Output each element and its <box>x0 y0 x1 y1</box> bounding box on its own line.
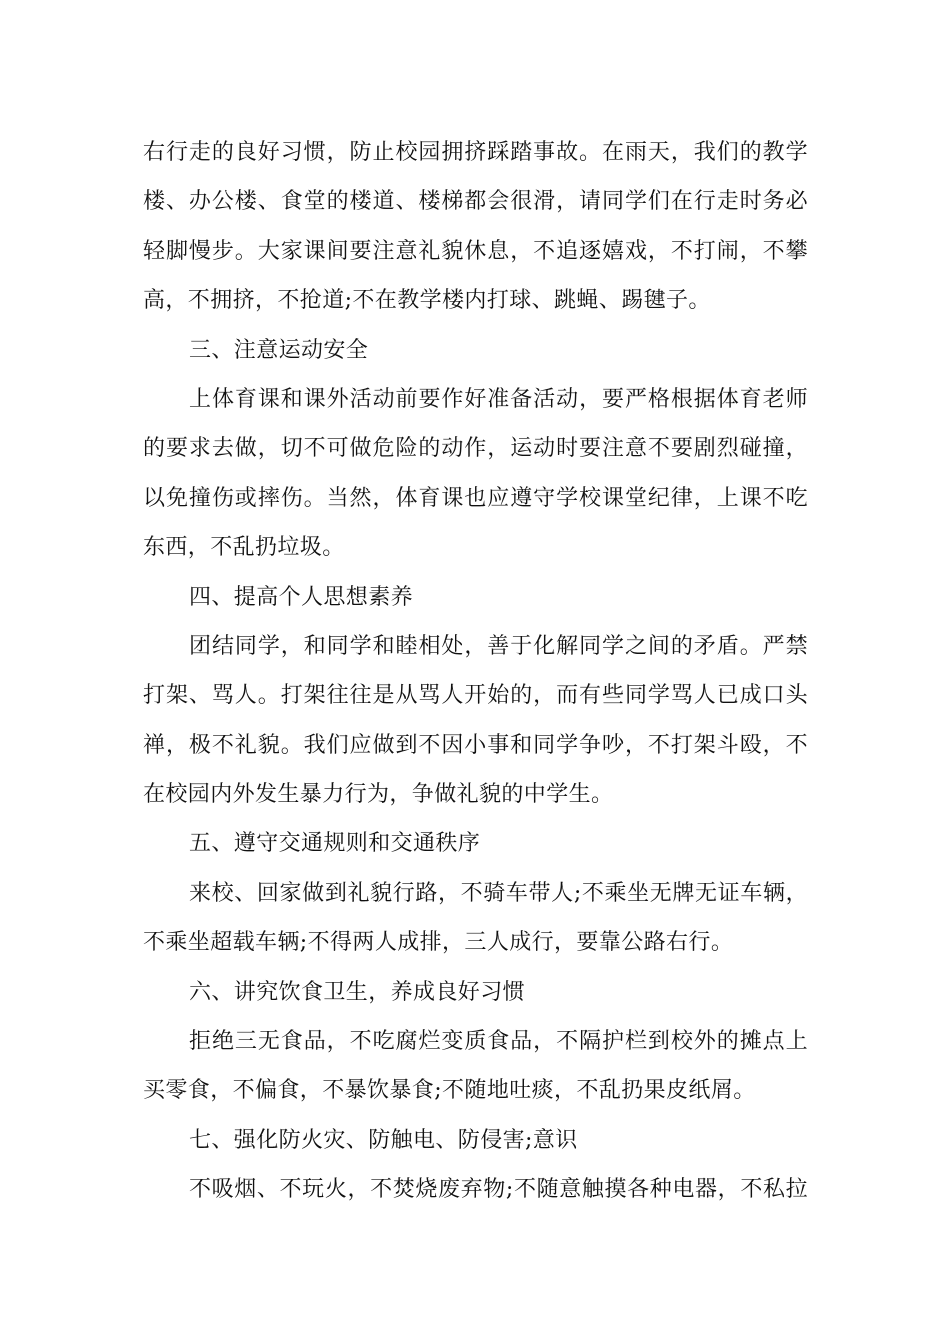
body-line: 上体育课和课外活动前要作好准备活动，要严格根据体育老师 <box>189 386 808 412</box>
section-heading: 四、提高个人思想素养 <box>189 584 414 610</box>
body-line: 团结同学，和同学和睦相处，善于化解同学之间的矛盾。严禁 <box>189 633 808 659</box>
body-line: 买零食，不偏食，不暴饮暴食;不随地吐痰，不乱扔果皮纸屑。 <box>143 1078 756 1104</box>
body-line: 不吸烟、不玩火，不焚烧废弃物;不随意触摸各种电器，不私拉 <box>189 1177 808 1203</box>
body-line: 轻脚慢步。大家课间要注意礼貌休息，不追逐嬉戏，不打闹，不攀 <box>143 238 808 264</box>
body-line: 的要求去做，切不可做危险的动作，运动时要注意不要剧烈碰撞， <box>143 436 808 462</box>
body-line: 禅，极不礼貌。我们应做到不因小事和同学争吵，不打架斗殴，不 <box>143 732 808 758</box>
body-line: 楼、办公楼、食堂的楼道、楼梯都会很滑，请同学们在行走时务必 <box>143 189 808 215</box>
body-line: 东西，不乱扔垃圾。 <box>143 535 345 561</box>
body-line: 右行走的良好习惯，防止校园拥挤踩踏事故。在雨天，我们的教学 <box>143 140 808 165</box>
section-heading: 六、讲究饮食卫生，养成良好习惯 <box>189 979 526 1005</box>
body-line: 来校、回家做到礼貌行路，不骑车带人;不乘坐无牌无证车辆， <box>189 880 808 906</box>
section-heading: 三、注意运动安全 <box>189 337 369 363</box>
document-body <box>143 128 808 1215</box>
section-heading: 七、强化防火灾、防触电、防侵害;意识 <box>189 1127 578 1153</box>
body-line: 拒绝三无食品，不吃腐烂变质食品，不隔护栏到校外的摊点上 <box>189 1029 808 1055</box>
body-line: 在校园内外发生暴力行为，争做礼貌的中学生。 <box>143 782 614 808</box>
body-line: 打架、骂人。打架往往是从骂人开始的，而有些同学骂人已成口头 <box>143 683 808 709</box>
section-heading: 五、遵守交通规则和交通秩序 <box>189 831 481 857</box>
body-line: 不乘坐超载车辆;不得两人成排，三人成行，要靠公路右行。 <box>143 930 734 956</box>
body-line: 高，不拥挤，不抢道;不在教学楼内打球、跳蝇、踢毽子。 <box>143 288 711 314</box>
body-line: 以免撞伤或摔伤。当然，体育课也应遵守学校课堂纪律，上课不吃 <box>143 485 808 511</box>
